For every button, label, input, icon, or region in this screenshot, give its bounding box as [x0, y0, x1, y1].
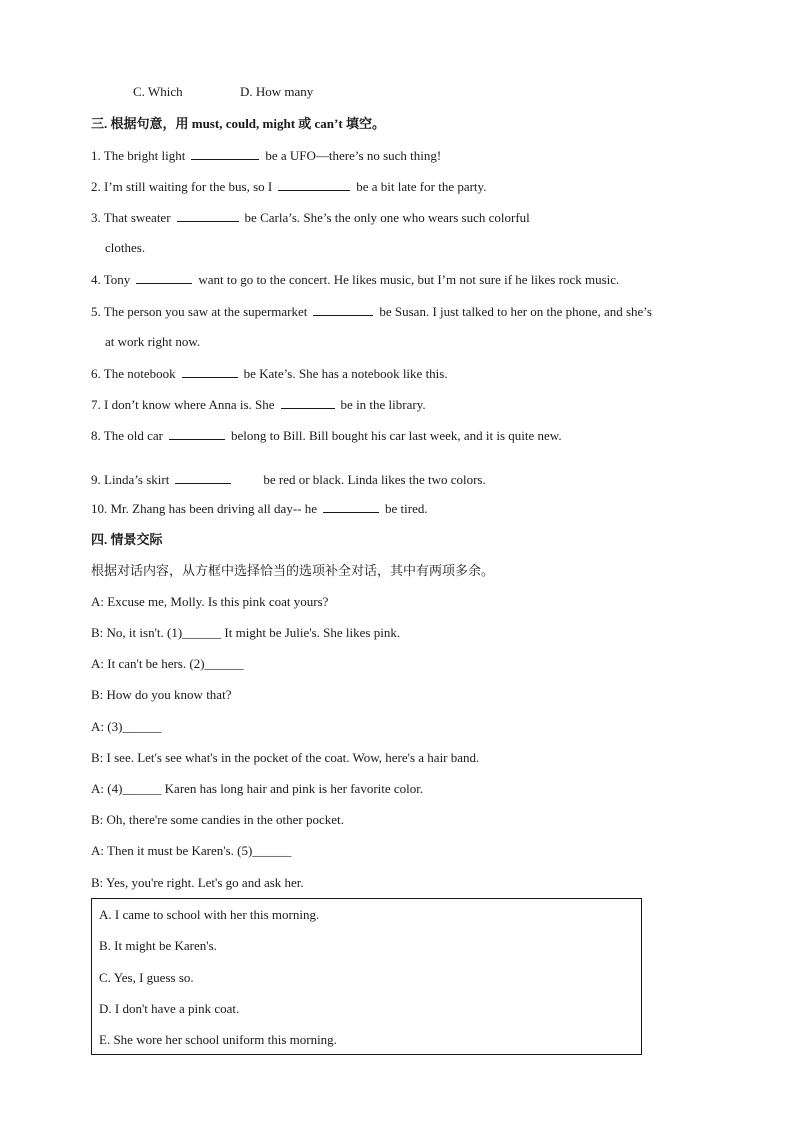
- question-5-end: be Susan. I just talked to her on the phone, and she’s: [379, 304, 652, 319]
- dialogue-line-9: A: Then it must be Karen's. (5)______: [91, 843, 292, 858]
- box-option-e: E. She wore her school uniform this morning.: [99, 1032, 337, 1047]
- dialogue-line-6: B: I see. Let's see what's in the pocket of the coat. Wow, here's a hair band.: [91, 750, 480, 765]
- question-2-start: 2. I’m still waiting for the bus, so I: [91, 179, 273, 194]
- question-4-start: 4. Tony: [91, 272, 131, 287]
- section4-instruction: 根据对话内容，从方框中选择恰当的选项补全对话，其中有两项多余。: [91, 563, 495, 578]
- box-option-b: B. It might be Karen's.: [99, 938, 217, 953]
- question-2: [91, 178, 486, 195]
- question-7-start: 7. I don’t know where Anna is. She: [91, 397, 275, 412]
- question-10-end: be tired.: [385, 501, 428, 516]
- question-6-start: 6. The notebook: [91, 366, 176, 381]
- question-4-end: want to go to the concert. He likes music, but I’m not sure if he likes rock music.: [198, 272, 620, 287]
- question-9-start: 9. Linda’s skirt: [91, 472, 170, 487]
- blank-4[interactable]: [136, 271, 192, 284]
- question-9-end: be red or black. Linda likes the two colors.: [263, 472, 486, 487]
- blank-3[interactable]: [177, 209, 239, 222]
- question-3-continued: clothes.: [105, 240, 146, 255]
- question-4: [91, 271, 619, 288]
- box-option-d: D. I don't have a pink coat.: [99, 1001, 240, 1016]
- dialogue-line-2: B: No, it isn't. (1)______ It might be Julie's. She likes pink.: [91, 625, 401, 640]
- box-option-a: A. I came to school with her this morning.: [99, 907, 320, 922]
- dialogue-line-1: A: Excuse me, Molly. Is this pink coat yours?: [91, 594, 329, 609]
- question-9: [91, 471, 486, 488]
- blank-8[interactable]: [169, 427, 225, 440]
- question-1-end: be a UFO—there’s no such thing!: [265, 148, 442, 163]
- question-1: [91, 147, 441, 164]
- question-5: [91, 303, 652, 320]
- question-3-end: be Carla’s. She’s the only one who wears such colorful: [244, 210, 530, 225]
- blank-5[interactable]: [313, 303, 373, 316]
- question-3: [91, 209, 530, 226]
- question-7-end: be in the library.: [340, 397, 426, 412]
- question-8-end: belong to Bill. Bill bought his car last week, and it is quite new.: [230, 428, 562, 443]
- option-c: C. Which: [133, 84, 183, 99]
- question-8-start: 8. The old car: [91, 428, 163, 443]
- question-6: [91, 365, 448, 382]
- question-3-start: 3. That sweater: [91, 210, 171, 225]
- dialogue-line-7: A: (4)______ Karen has long hair and pink is her favorite color.: [91, 781, 424, 796]
- question-5-continued: at work right now.: [105, 334, 201, 349]
- options-box: [91, 898, 642, 1055]
- dialogue-line-5: A: (3)______: [91, 719, 162, 734]
- blank-10[interactable]: [323, 500, 379, 513]
- blank-6[interactable]: [182, 365, 238, 378]
- dialogue-line-8: B: Oh, there're some candies in the other pocket.: [91, 812, 344, 827]
- question-6-end: be Kate’s. She has a notebook like this.: [243, 366, 448, 381]
- dialogue-line-3: A: It can't be hers. (2)______: [91, 656, 244, 671]
- question-2-end: be a bit late for the party.: [356, 179, 487, 194]
- question-1-start: 1. The bright light: [91, 148, 186, 163]
- blank-1[interactable]: [191, 147, 259, 160]
- question-8: [91, 427, 562, 444]
- blank-2[interactable]: [278, 178, 350, 191]
- box-option-c: C. Yes, I guess so.: [99, 970, 194, 985]
- section4-title: 四. 情景交际: [91, 532, 163, 547]
- blank-7[interactable]: [281, 396, 335, 409]
- dialogue-line-4: B: How do you know that?: [91, 687, 232, 702]
- option-d: D. How many: [240, 84, 314, 99]
- question-5-start: 5. The person you saw at the supermarket: [91, 304, 308, 319]
- question-7: [91, 396, 426, 413]
- section3-title: 三. 根据句意，用 must, could, might 或 can’t 填空。: [91, 116, 385, 131]
- blank-9[interactable]: [175, 471, 231, 484]
- question-10: [91, 500, 428, 517]
- dialogue-line-10: B: Yes, you're right. Let's go and ask her.: [91, 875, 304, 890]
- question-10-start: 10. Mr. Zhang has been driving all day-- he: [91, 501, 317, 516]
